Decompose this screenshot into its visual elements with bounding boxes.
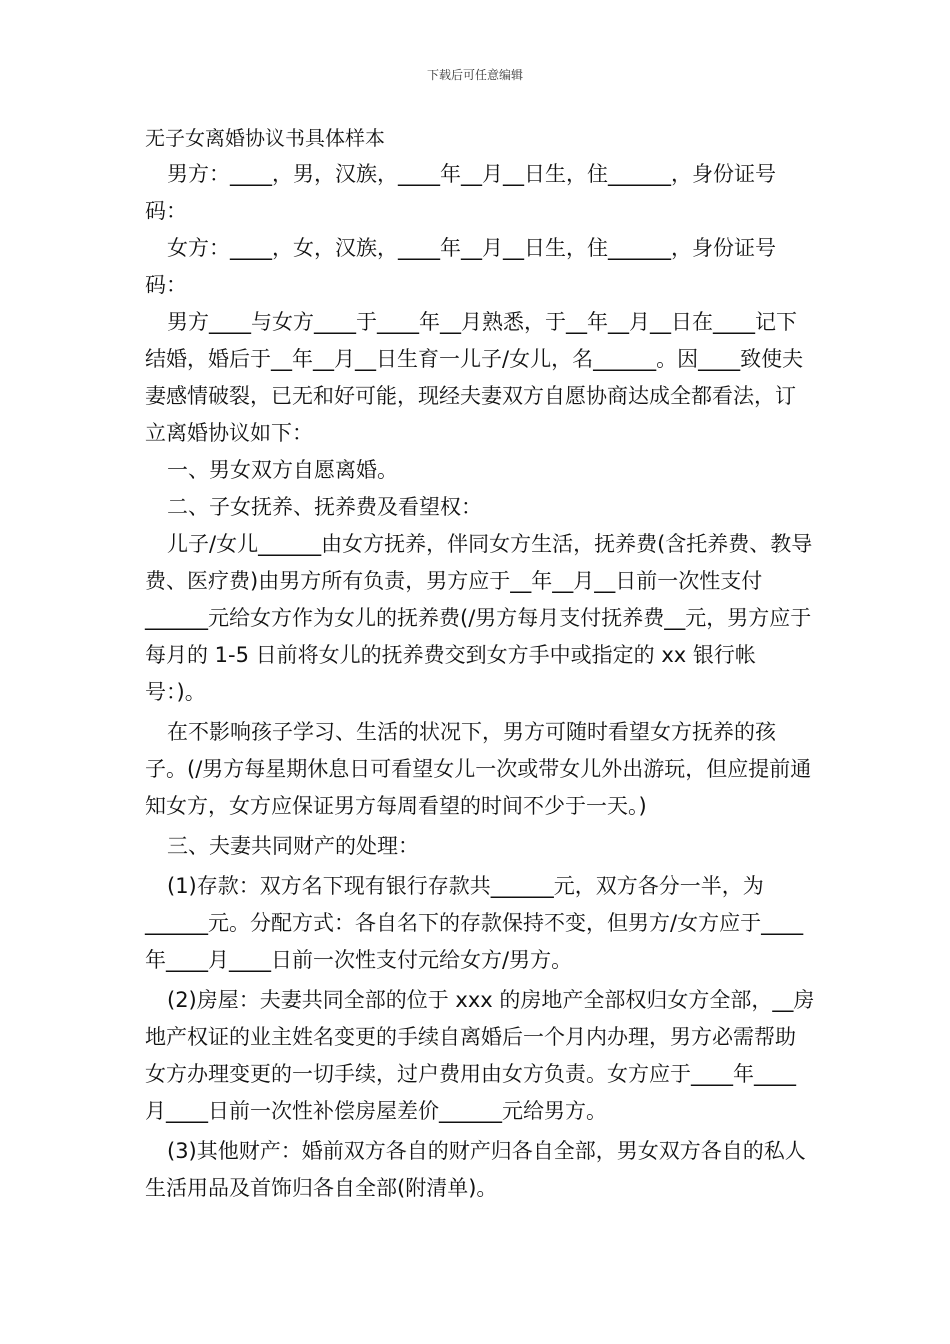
paragraph-visitation: 在不影响孩子学习、生活的状况下，男方可随时看望女方抚养的孩子。(/男方每星期休息日可看望女儿一次或带女儿外出游玩，但应提前通知女方，女方应保证男方每周看望的时间不少于一天。) <box>145 720 812 818</box>
clause-heading-divorce: 一、男女双方自愿离婚。 <box>167 458 398 482</box>
clause-heading-property: 三、夫妻共同财产的处理： <box>167 834 419 858</box>
clause-heading-custody: 二、子女抚养、抚养费及看望权： <box>167 495 482 519</box>
paragraph-child-support: 儿子/女儿______由女方抚养，伴同女方生活，抚养费(含托养费、教导费、医疗费)由男方所有负责，男方应于__年__月__日前一次性支付______元给女方作为女儿的抚养费(/男方每月支付抚养费__元，男方应于每月的 1-5 日前将女儿的抚养费交到女方手中或指定的 xx 银行帐号：)。 <box>145 532 813 704</box>
document-title: 无子女离婚协议书具体样本 <box>145 126 385 150</box>
page-header: 下载后可任意编辑 <box>426 68 523 82</box>
document-body <box>145 120 815 1207</box>
paragraph-house: (2)房屋：夫妻共同全部的位于 xxx 的房地产全部权归女方全部，__房地产权证的业主姓名变更的手续自离婚后一个月内办理，男方必需帮助女方办理变更的一切手续，过户费用由女方负责。女方应于____年____月____日前一次性补偿房屋差价______元给男方。 <box>145 988 815 1123</box>
paragraph-other-property: (3)其他财产：婚前双方各自的财产归各自全部，男女双方各自的私人生活用品及首饰归各自全部(附清单)。 <box>145 1139 806 1200</box>
paragraph-wife-info: 女方：____，女，汉族，____年__月__日生，住______，身份证号码： <box>145 236 776 297</box>
paragraph-savings: (1)存款：双方名下现有银行存款共______元，双方各分一半，为______元。分配方式：各自名下的存款保持不变，但男方/女方应于____年____月____日前一次性支付元给女方/男方。 <box>145 874 804 972</box>
paragraph-marriage-background: 男方____与女方____于____年__月熟悉，于__年__月__日在____记下结婚，婚后于__年__月__日生育一儿子/女儿，名______。因____致使夫妻感情破裂，已无和好可能，现经夫妻双方自愿协商达成全都看法，订立离婚协议如下： <box>145 310 804 445</box>
paragraph-husband-info: 男方：____，男，汉族，____年__月__日生，住______，身份证号码： <box>145 162 776 223</box>
